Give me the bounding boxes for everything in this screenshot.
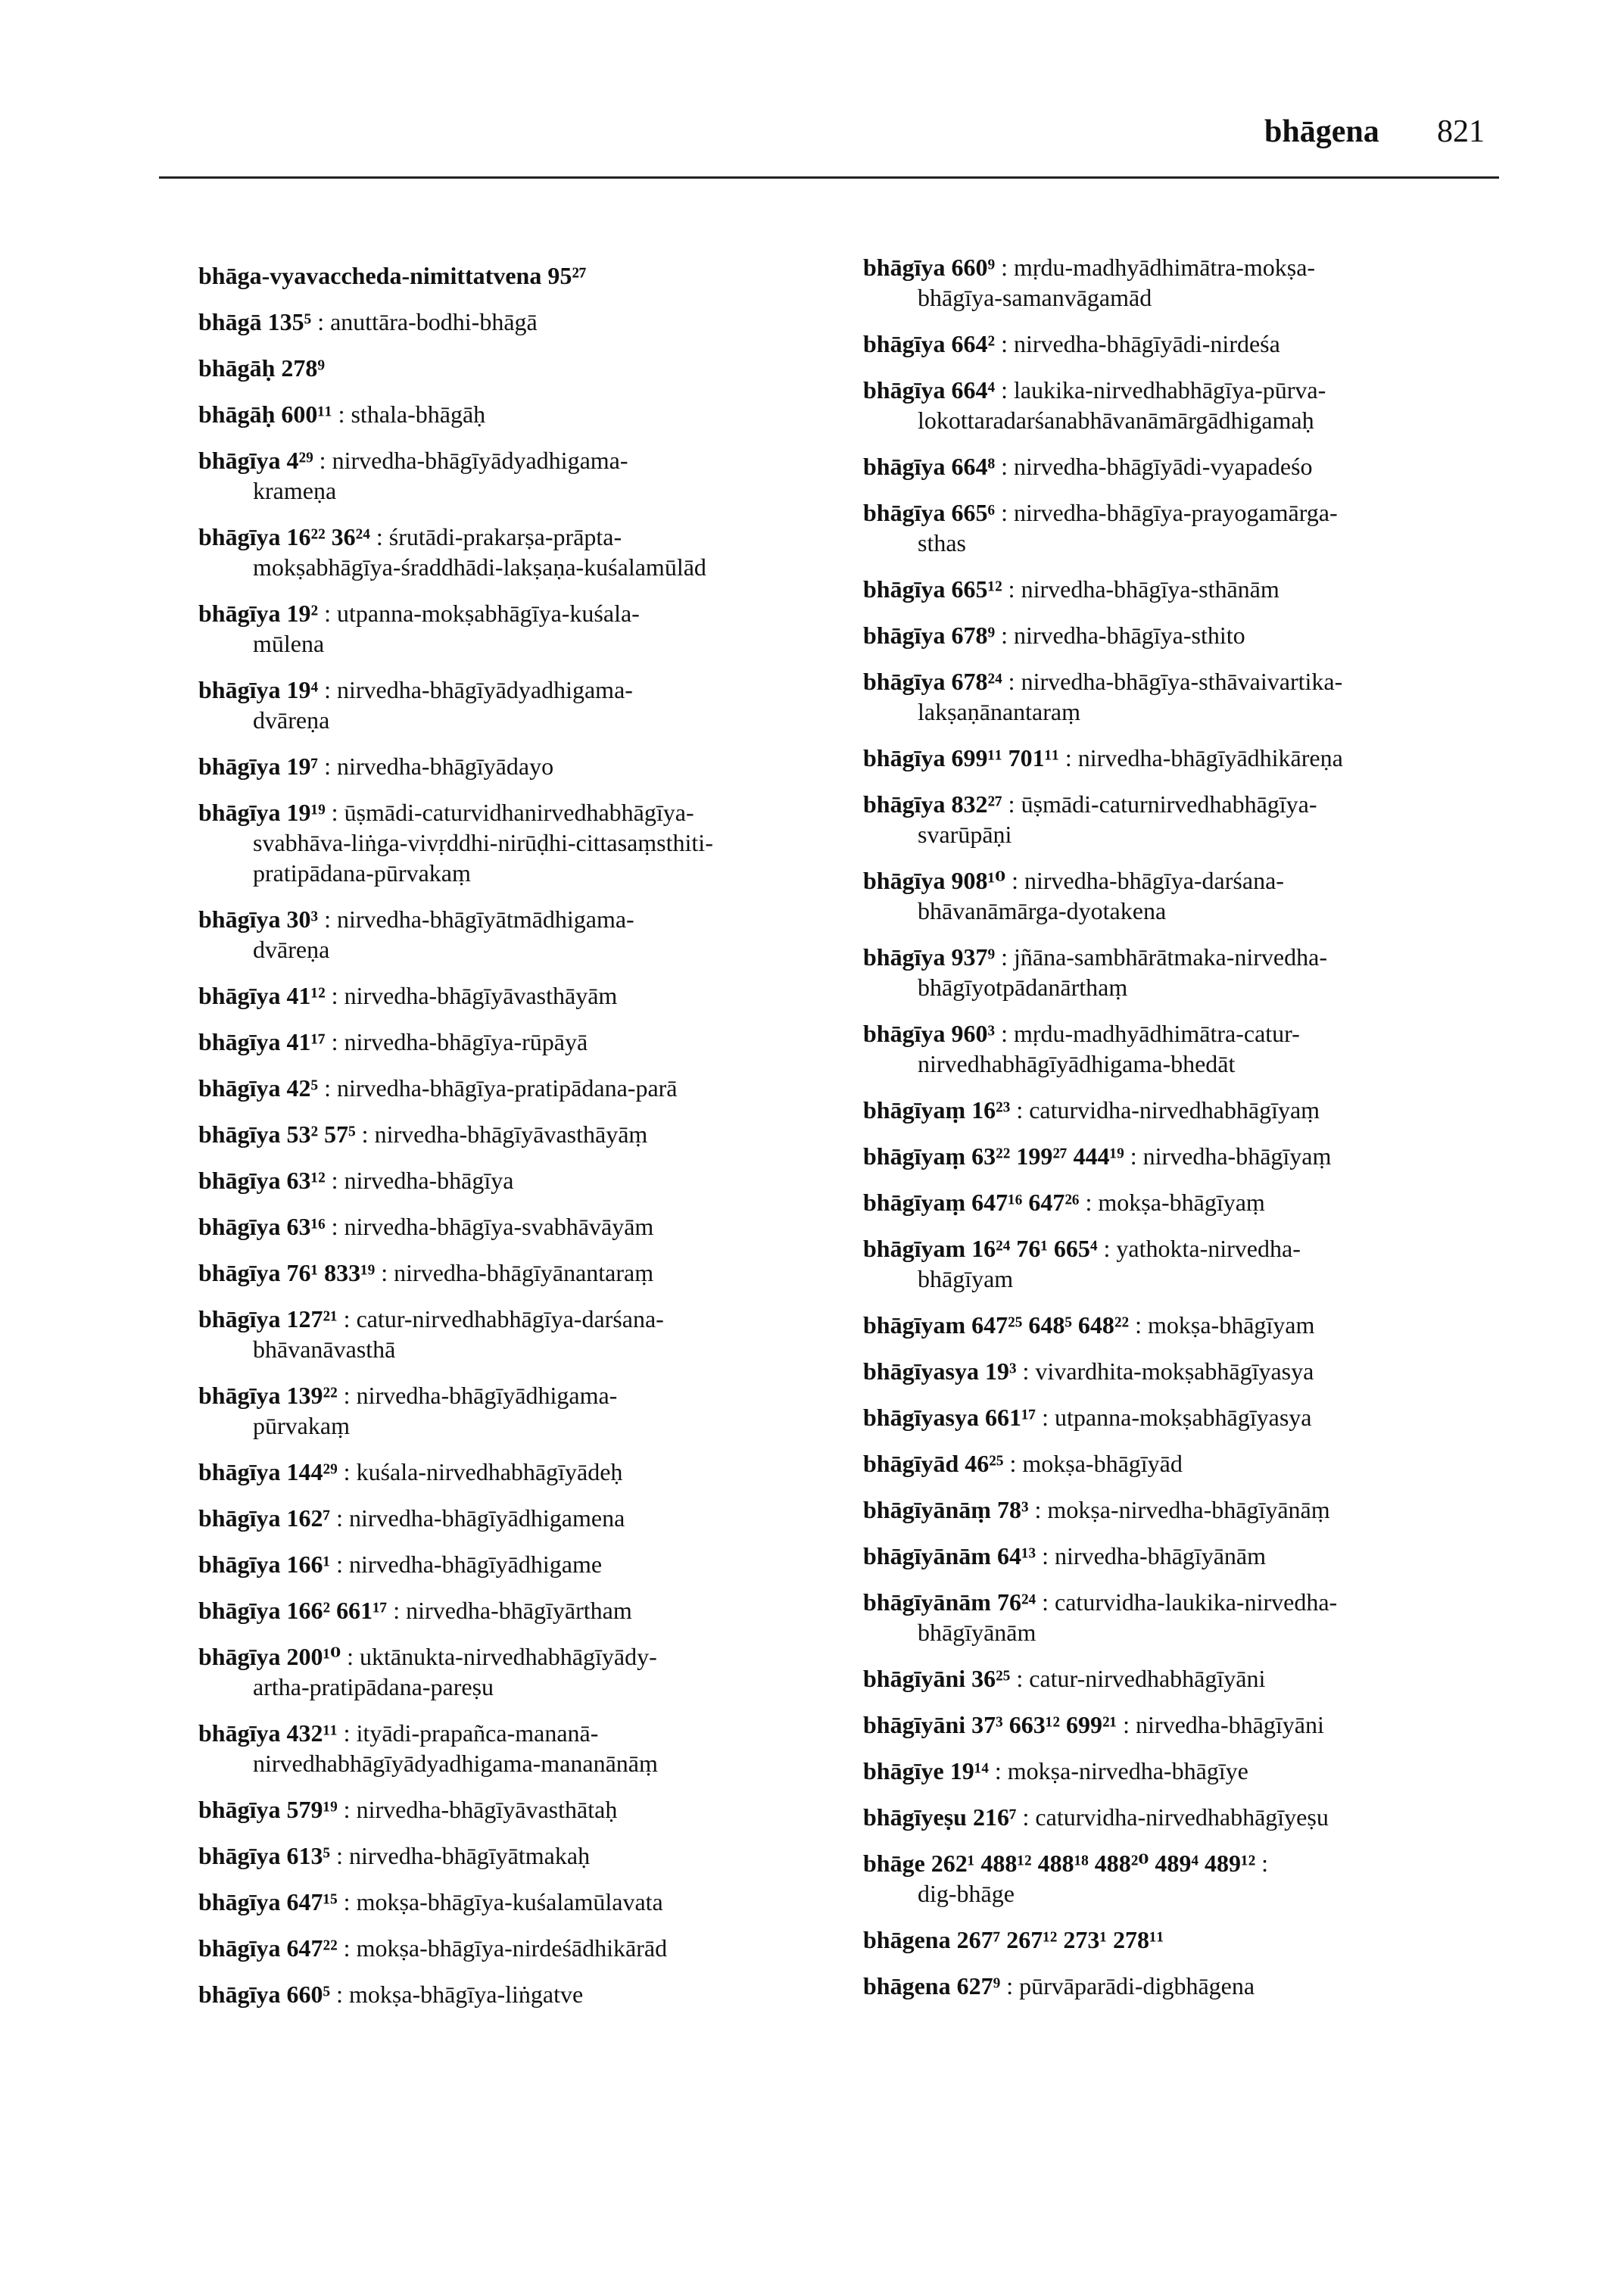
entry-references: 699¹¹ 701¹¹ [951,744,1059,771]
entry-references: 600¹¹ [281,401,332,428]
index-entry: bhāgīya 41¹² : nirvedha-bhāgīyāvasthāyām [198,982,618,1009]
entry-references: 16²³ [971,1096,1011,1124]
entry-references: 664⁴ [951,376,996,404]
entry-gloss: nirvedha-bhāgīya-pratipādana-parā [336,1074,678,1102]
index-entry: bhāgena 627⁹ : pūrvāparādi-digbhāgena [863,1972,1255,1999]
entry-headword: bhāgīya [863,499,946,526]
index-entry: bhāgīya 660⁵ : mokṣa-bhāgīya-liṅgatve [198,1981,584,2008]
header-word: bhāgena [1264,114,1379,149]
index-entry: bhāgīya 665⁶ : nirvedha-bhāgīya-prayogamārga- sthas [863,497,1514,558]
index-entry: bhāgīya 579¹⁹ : nirvedha-bhāgīyāvasthātaḥ [198,1796,618,1823]
entry-references: 76¹ 833¹⁹ [286,1259,376,1286]
index-entry: bhāgā 135⁵ : anuttāra-bodhi-bhāgā [198,308,538,335]
index-entry: bhāgīya 166² 661¹⁷ : nirvedha-bhāgīyārtham [198,1597,632,1624]
entry-headword: bhāgīya [198,447,281,474]
entry-headword: bhāgīya [198,1934,281,1962]
entry-references: 63²² 199²⁷ 444¹⁹ [971,1142,1124,1170]
entry-headword: bhāgīya [863,622,946,649]
index-entry: bhāgīyaṃ 647¹⁶ 647²⁶ : mokṣa-bhāgīyaṃ [863,1189,1265,1216]
index-entry: bhāgāḥ 600¹¹ : sthala-bhāgāḥ [198,401,486,428]
entry-continuation: krameṇa [253,477,337,504]
index-entry: bhāgīya 16²² 36²⁴ : śrutādi-prakarṣa-prāpta- mokṣabhāgīya-śraddhādi-lakṣaṇa-kuśalamūlād [198,522,827,582]
entry-references: 19⁴ [286,676,319,703]
entry-references: 664⁸ [951,453,996,480]
index-entry: bhāgīya 678⁹ : nirvedha-bhāgīya-sthito [863,622,1245,649]
entry-references: 63¹² [286,1167,326,1194]
entry-references: 647²² [286,1934,338,1962]
index-entry: bhāgīya 63¹⁶ : nirvedha-bhāgīya-svabhāvāyām [198,1213,654,1240]
entry-headword: bhāgīyānām [863,1588,991,1616]
entry-headword: bhāgīya [863,744,946,771]
entry-headword: bhāgīya [863,376,946,404]
entry-references: 647¹⁵ [286,1888,338,1915]
entry-gloss: nirvedha-bhāgīya-sthito [1013,622,1245,649]
entry-headword: bhāgena [863,1926,951,1953]
entry-references: 664² [951,330,996,357]
entry-references: 960³ [951,1020,996,1047]
entry-gloss: nirvedha-bhāgīyādhigame [348,1551,603,1578]
entry-references: 63¹⁶ [286,1213,326,1240]
entry-references: 36²⁵ [971,1665,1011,1692]
entry-gloss: mokṣa-bhāgīyam [1148,1311,1315,1339]
entry-headword: bhāgāḥ [198,354,276,382]
index-entry [863,1925,1514,1955]
entry-headword: bhāgīya [863,330,946,357]
entry-gloss: ūṣmādi-caturnirvedhabhāgīya- [1021,790,1317,818]
index-entry: bhāgīya 19⁴ : nirvedha-bhāgīyādyadhigama- dvāreṇa [198,675,827,735]
index-entry: bhāgīya 127²¹ : catur-nirvedhabhāgīya-darśana- bhāvanāvasthā [198,1304,827,1364]
entry-headword: bhāgīya [198,523,281,550]
entry-continuation: bhāvanāmārga-dyotakena [918,897,1167,924]
entry-gloss: nirvedha-bhāgīyānām [1055,1542,1267,1569]
entry-continuation: lokottaradarśanabhāvanāmārgādhigamaḥ [918,407,1314,434]
entry-references: 139²² [286,1382,338,1409]
entry-references: 19³ [984,1357,1017,1385]
entry-gloss: nirvedha-bhāgīyādhigamena [348,1504,625,1532]
entry-references: 19⁷ [286,753,319,780]
index-entry: bhāgīya 678²⁴ : nirvedha-bhāgīya-sthāvaivartika- lakṣaṇānantaraṃ [863,666,1514,727]
index-entry: bhāgīyāni 36²⁵ : catur-nirvedhabhāgīyāni [863,1665,1266,1692]
entry-headword: bhāgīya [863,453,946,480]
entry-headword: bhāgīyam [863,1235,966,1262]
index-entry: bhāgīya 4²⁹ : nirvedha-bhāgīyādyadhigama- krameṇa [198,445,827,506]
entry-references: 46²⁵ [965,1450,1004,1477]
entry-references: 665¹² [951,575,1002,603]
index-entry: bhāgīya 19⁷ : nirvedha-bhāgīyādayo [198,753,554,780]
entry-gloss: nirvedha-bhāgīyātmādhigama- [336,905,634,933]
entry-continuation: mokṣabhāgīya-śraddhādi-lakṣaṇa-kuśalamūlād [253,553,706,581]
entry-gloss: caturvidha-nirvedhabhāgīyeṣu [1035,1803,1329,1831]
entry-continuation: dvāreṇa [253,936,330,963]
index-entry: bhāgīya 76¹ 833¹⁹ : nirvedha-bhāgīyānantaraṃ [198,1259,654,1286]
index-entry: bhāgīya 660⁹ : mṛdu-madhyādhimātra-mokṣa- bhāgīya-samanvāgamād [863,252,1514,313]
entry-continuation: mūlena [253,630,325,657]
entry-references: 135⁵ [267,308,312,335]
entry-continuation: nirvedhabhāgīyādyadhigama-mananānāṃ [253,1750,658,1777]
entry-headword: bhāgīya [198,1597,281,1624]
entry-continuation: nirvedhabhāgīyādhigama-bhedāt [918,1050,1236,1077]
entry-references: 937⁹ [951,943,996,971]
entry-headword: bhāgā [198,308,262,335]
entry-headword: bhāgena [863,1972,951,1999]
index-entry [198,260,827,291]
entry-references: 42⁵ [286,1074,319,1102]
entry-headword: bhāgīyānām [863,1542,991,1569]
entry-gloss: sthala-bhāgāḥ [351,401,486,428]
entry-headword: bhāgīya [863,943,946,971]
entry-references: 95²⁷ [547,262,587,289]
entry-gloss: mokṣa-bhāgīya-kuśalamūlavata [356,1888,663,1915]
entry-references: 162⁷ [286,1504,331,1532]
entry-references: 16²² 36²⁴ [286,523,370,550]
entry-headword: bhāgīya [863,668,946,695]
entry-headword: bhāgīyaṃ [863,1189,966,1216]
index-entry: bhāgīya 432¹¹ : ityādi-prapañca-mananā- nirvedhabhāgīyādyadhigama-mananānāṃ [198,1718,827,1778]
index-entry: bhāgīya 832²⁷ : ūṣmādi-caturnirvedhabhāgīya- svarūpāṇi [863,789,1514,849]
entry-gloss: nirvedha-bhāgīyādi-nirdeśa [1013,330,1280,357]
entry-continuation: bhāvanāvasthā [253,1336,396,1363]
entry-headword: bhāgīyaṃ [863,1142,966,1170]
entry-gloss: nirvedha-bhāgīya-rūpāyā [344,1028,588,1055]
index-entry: bhāgīya 19² : utpanna-mokṣabhāgīya-kuśala- mūlena [198,598,827,659]
entry-headword: bhāgīya [863,867,946,894]
entry-references: 144²⁹ [286,1458,338,1485]
entry-references: 832²⁷ [951,790,1002,818]
index-entry: bhāgīyam 647²⁵ 648⁵ 648²² : mokṣa-bhāgīyam [863,1311,1315,1339]
entry-references: 78³ [996,1496,1029,1523]
entry-references: 41¹⁷ [286,1028,326,1055]
entry-references: 216⁷ [972,1803,1017,1831]
entry-gloss: caturvidha-nirvedhabhāgīyaṃ [1029,1096,1320,1124]
entry-references: 19¹⁹ [286,799,326,826]
index-entry: bhāgīyānāṃ 78³ : mokṣa-nirvedha-bhāgīyānāṃ [863,1496,1330,1523]
index-entry [198,353,827,383]
entry-gloss: mṛdu-madhyādhimātra-catur- [1013,1020,1300,1047]
entry-references: 665⁶ [951,499,996,526]
index-entry: bhāgīye 19¹⁴ : mokṣa-nirvedha-bhāgīye [863,1757,1248,1784]
entry-references: 166¹ [286,1551,331,1578]
entry-headword: bhāgīyasya [863,1357,979,1385]
entry-gloss: vivardhita-mokṣabhāgīyasya [1035,1357,1314,1385]
index-entry: bhāgīya 200¹⁰ : uktānukta-nirvedhabhāgīyādy- artha-pratipādana-pareṣu [198,1641,827,1702]
entry-headword: bhāgīya [198,1213,281,1240]
entry-gloss: uktānukta-nirvedhabhāgīyādy- [359,1643,657,1670]
entry-references: 267⁷ 267¹² 273¹ 278¹¹ [956,1926,1164,1953]
index-entry: bhāgīya 63¹² : nirvedha-bhāgīya [198,1167,514,1194]
entry-headword: bhāgīya [198,1028,281,1055]
index-entry: bhāgīya 613⁵ : nirvedha-bhāgīyātmakaḥ [198,1842,591,1869]
entry-gloss: mokṣa-nirvedha-bhāgīye [1007,1757,1248,1784]
index-entry: bhāgīya 41¹⁷ : nirvedha-bhāgīya-rūpāyā [198,1028,588,1055]
entry-headword: bhāgīya [198,1551,281,1578]
entry-references: 647¹⁶ 647²⁶ [971,1189,1080,1216]
entry-headword: bhāge [863,1850,925,1877]
index-entry: bhāgīya 139²² : nirvedha-bhāgīyādhigama- pūrvakaṃ [198,1380,827,1441]
entry-references: 660⁵ [286,1981,331,2008]
entry-gloss: yathokta-nirvedha- [1116,1235,1301,1262]
entry-gloss: nirvedha-bhāgīyārtham [406,1597,632,1624]
entry-headword: bhāgīyam [863,1311,966,1339]
entry-continuation: svabhāva-liṅga-vivṛddhi-nirūḍhi-cittasaṃsthiti-pratipādana-pūrvakaṃ [253,829,713,887]
entry-gloss: anuttāra-bodhi-bhāgā [330,308,538,335]
entry-gloss: nirvedha-bhāgīyātmakaḥ [348,1842,591,1869]
entry-references: 127²¹ [286,1305,338,1332]
header-rule [159,176,1499,179]
entry-headword: bhāgīya [863,1020,946,1047]
entry-gloss: nirvedha-bhāgīyānantaraṃ [394,1259,654,1286]
index-entry: bhāge 262¹ 488¹² 488¹⁸ 488²⁰ 489⁴ 489¹² : dig-bhāge [863,1848,1514,1909]
entry-headword: bhāgīya [198,1382,281,1409]
entry-references: 4²⁹ [286,447,313,474]
entry-headword: bhāgīya [198,1504,281,1532]
entry-continuation: lakṣaṇānantaraṃ [918,698,1080,725]
entry-gloss: jñāna-sambhārātmaka-nirvedha- [1013,943,1327,971]
entry-headword: bhāgīyāni [863,1711,966,1738]
index-entry: bhāgīyāni 37³ 663¹² 699²¹ : nirvedha-bhāgīyāni [863,1711,1324,1738]
entry-headword: bhāgīya [198,1259,281,1286]
index-entry: bhāgīyasya 661¹⁷ : utpanna-mokṣabhāgīyasya [863,1404,1312,1431]
entry-references: 19² [286,600,319,627]
entry-headword: bhāgīya [198,600,281,627]
entry-continuation: sthas [918,529,966,556]
entry-headword: bhāgīye [863,1757,944,1784]
running-header [1249,114,1507,156]
entry-headword: bhāgīya [198,799,281,826]
index-entry: bhāgīya 699¹¹ 701¹¹ : nirvedha-bhāgīyādhikāreṇa [863,744,1343,771]
index-entry: bhāgīya 30³ : nirvedha-bhāgīyātmādhigama- dvāreṇa [198,904,827,965]
index-entry: bhāgīya 908¹⁰ : nirvedha-bhāgīya-darśana- bhāvanāmārga-dyotakena [863,865,1514,926]
entry-gloss: nirvedha-bhāgīyaṃ [1142,1142,1332,1170]
index-entry: bhāgīyaṃ 16²³ : caturvidha-nirvedhabhāgīyaṃ [863,1096,1320,1124]
index-entry: bhāgīya 144²⁹ : kuśala-nirvedhabhāgīyādeḥ [198,1458,623,1485]
entry-references: 262¹ 488¹² 488¹⁸ 488²⁰ 489⁴ 489¹² [930,1850,1256,1877]
entry-gloss: nirvedha-bhāgīyāni [1136,1711,1324,1738]
entry-references: 53² 57⁵ [286,1121,356,1148]
index-entry: bhāgīyam 16²⁴ 76¹ 665⁴ : yathokta-nirvedha- bhāgīyam [863,1233,1514,1294]
entry-references: 41¹² [286,982,326,1009]
index-entry: bhāgīya 166¹ : nirvedha-bhāgīyādhigame [198,1551,603,1578]
entry-references: 432¹¹ [286,1719,338,1747]
entry-references: 908¹⁰ [951,867,1006,894]
index-entry: bhāgīyaṃ 63²² 199²⁷ 444¹⁹ : nirvedha-bhāgīyaṃ [863,1142,1332,1170]
entry-references: 678⁹ [951,622,996,649]
entry-headword: bhāgīya [198,753,281,780]
entry-continuation: bhāgīyānām [918,1619,1036,1646]
entry-references: 647²⁵ 648⁵ 648²² [971,1311,1130,1339]
entry-headword: bhāgīya [198,676,281,703]
index-entry: bhāgīya 664⁴ : laukika-nirvedhabhāgīya-pūrva- lokottaradarśanabhāvanāmārgādhigamaḥ [863,375,1514,435]
entry-headword: bhāgīya [198,1842,281,1869]
entry-gloss: nirvedha-bhāgīya-sthāvaivartika- [1021,668,1343,695]
entry-references: 76²⁴ [996,1588,1036,1616]
entry-references: 579¹⁹ [286,1796,338,1823]
entry-headword: bhāgīya [198,1643,281,1670]
entry-headword: bhāgīya [198,1981,281,2008]
entry-references: 200¹⁰ [286,1643,341,1670]
index-entry: bhāgīya 665¹² : nirvedha-bhāgīya-sthānām [863,575,1280,603]
right-column [863,252,1514,2017]
index-entry: bhāgīyānām 76²⁴ : caturvidha-laukika-nirvedha- bhāgīyānām [863,1587,1514,1647]
entry-headword: bhāgīyasya [863,1404,979,1431]
entry-gloss: kuśala-nirvedhabhāgīyādeḥ [356,1458,623,1485]
entry-gloss: nirvedha-bhāgīyāvasthāyāṃ [374,1121,648,1148]
entry-continuation: dvāreṇa [253,706,330,734]
entry-gloss: mṛdu-madhyādhimātra-mokṣa- [1013,254,1316,281]
entry-gloss: nirvedha-bhāgīyādi-vyapadeśo [1013,453,1313,480]
entry-references: 278⁹ [281,354,325,382]
entry-references: 37³ 663¹² 699²¹ [971,1711,1117,1738]
entry-gloss: mokṣa-bhāgīyaṃ [1098,1189,1265,1216]
entry-gloss: catur-nirvedhabhāgīya-darśana- [356,1305,664,1332]
index-entry: bhāgīya 960³ : mṛdu-madhyādhimātra-catur- nirvedhabhāgīyādhigama-bhedāt [863,1018,1514,1079]
index-entry: bhāgīya 53² 57⁵ : nirvedha-bhāgīyāvasthāyāṃ [198,1121,648,1148]
entry-references: 166² 661¹⁷ [286,1597,388,1624]
entry-headword: bhāgīyaṃ [863,1096,966,1124]
entry-gloss: nirvedha-bhāgīyāvasthātaḥ [356,1796,618,1823]
entry-headword: bhāgīyād [863,1450,959,1477]
index-entry: bhāgīya 664⁸ : nirvedha-bhāgīyādi-vyapadeśo [863,453,1313,480]
entry-gloss: nirvedha-bhāgīyādyadhigama- [332,447,628,474]
entry-gloss: nirvedha-bhāgīyāvasthāyām [344,982,618,1009]
entry-gloss: ūṣmādi-caturvidhanirvedhabhāgīya- [344,799,694,826]
entry-gloss: nirvedha-bhāgīya-prayogamārga- [1013,499,1338,526]
entry-headword: bhāgīya [863,575,946,603]
index-entry: bhāgīya 162⁷ : nirvedha-bhāgīyādhigamena [198,1504,625,1532]
entry-headword: bhāgīya [198,1305,281,1332]
entry-references: 613⁵ [286,1842,331,1869]
entry-gloss: caturvidha-laukika-nirvedha- [1055,1588,1338,1616]
entry-gloss: pūrvāparādi-digbhāgena [1019,1972,1255,1999]
entry-headword: bhāgīyeṣu [863,1803,967,1831]
entry-gloss: mokṣa-nirvedha-bhāgīyānāṃ [1047,1496,1330,1523]
entry-continuation: dig-bhāge [918,1880,1015,1907]
entry-references: 16²⁴ 76¹ 665⁴ [971,1235,1098,1262]
index-entry: bhāgīya 937⁹ : jñāna-sambhārātmaka-nirvedha- bhāgīyotpādanārthaṃ [863,942,1514,1002]
entry-gloss: nirvedha-bhāgīyādhikāreṇa [1077,744,1343,771]
entry-gloss: mokṣa-bhāgīya-nirdeśādhikārād [356,1934,668,1962]
entry-headword: bhāgīya [863,790,946,818]
entry-continuation: bhāgīyam [918,1265,1014,1292]
entry-references: 19¹⁴ [949,1757,989,1784]
index-entry: bhāgīya 647²² : mokṣa-bhāgīya-nirdeśādhikārād [198,1934,668,1962]
index-entry: bhāgīyasya 19³ : vivardhita-mokṣabhāgīyasya [863,1357,1314,1385]
entry-gloss: nirvedha-bhāgīya-svabhāvāyām [344,1213,654,1240]
entry-continuation: artha-pratipādana-pareṣu [253,1673,494,1700]
index-entry: bhāgīya 647¹⁵ : mokṣa-bhāgīya-kuśalamūlavata [198,1888,663,1915]
entry-gloss: nirvedha-bhāgīyādyadhigama- [336,676,633,703]
entry-headword: bhāgīyānāṃ [863,1496,991,1523]
entry-headword: bhāgīya [198,1074,281,1102]
entry-headword: bhāgāḥ [198,401,276,428]
entry-headword: bhāgīya [198,982,281,1009]
entry-gloss: nirvedha-bhāgīya-sthānām [1021,575,1280,603]
index-entry: bhāgīya 42⁵ : nirvedha-bhāgīya-pratipādana-parā [198,1074,678,1102]
entry-continuation: svarūpāṇi [918,821,1012,848]
index-entry: bhāgīyād 46²⁵ : mokṣa-bhāgīyād [863,1450,1183,1477]
entry-references: 678²⁴ [951,668,1002,695]
entry-headword: bhāgīya [198,1458,281,1485]
entry-references: 660⁹ [951,254,996,281]
entry-headword: bhāgīya [198,1888,281,1915]
entry-headword: bhāgīya [198,1796,281,1823]
entry-headword: bhāgīya [198,1121,281,1148]
entry-gloss: utpanna-mokṣabhāgīya-kuśala- [336,600,640,627]
entry-gloss: nirvedha-bhāgīya-darśana- [1024,867,1284,894]
index-entry: bhāgīyeṣu 216⁷ : caturvidha-nirvedhabhāgīyeṣu [863,1803,1329,1831]
entry-headword: bhāga-vyavaccheda-nimittatvena [198,262,542,289]
entry-references: 64¹³ [996,1542,1036,1569]
entry-gloss: nirvedha-bhāgīya [344,1167,514,1194]
page-number: 821 [1437,114,1485,149]
entry-headword: bhāgīyāni [863,1665,966,1692]
entry-headword: bhāgīya [863,254,946,281]
entry-continuation: pūrvakaṃ [253,1412,350,1439]
entry-continuation: bhāgīya-samanvāgamād [918,284,1152,311]
entry-references: 30³ [286,905,319,933]
entry-headword: bhāgīya [198,905,281,933]
entry-gloss: ityādi-prapañca-mananā- [356,1719,599,1747]
left-column [198,260,827,2025]
entry-references: 627⁹ [956,1972,1001,1999]
entry-headword: bhāgīya [198,1167,281,1194]
entry-gloss: mokṣa-bhāgīyād [1022,1450,1183,1477]
index-entry: bhāgīya 664² : nirvedha-bhāgīyādi-nirdeśa [863,330,1280,357]
entry-headword: bhāgīya [198,1719,281,1747]
entry-gloss: catur-nirvedhabhāgīyāni [1029,1665,1266,1692]
index-entry: bhāgīya 19¹⁹ : ūṣmādi-caturvidhanirvedhabhāgīya- svabhāva-liṅga-vivṛddhi-nirūḍhi-cittasaṃsthiti-pratipādana-pūrvakaṃ [198,797,827,888]
entry-gloss: utpanna-mokṣabhāgīyasya [1055,1404,1312,1431]
entry-gloss: nirvedha-bhāgīyādhigama- [356,1382,618,1409]
index-entry: bhāgīyānām 64¹³ : nirvedha-bhāgīyānām [863,1542,1267,1569]
entry-continuation: bhāgīyotpādanārthaṃ [918,974,1128,1001]
entry-gloss: laukika-nirvedhabhāgīya-pūrva- [1013,376,1326,404]
entry-gloss: mokṣa-bhāgīya-liṅgatve [348,1981,584,2008]
entry-gloss: śrutādi-prakarṣa-prāpta- [388,523,622,550]
entry-references: 661¹⁷ [984,1404,1036,1431]
entry-gloss: nirvedha-bhāgīyādayo [336,753,554,780]
